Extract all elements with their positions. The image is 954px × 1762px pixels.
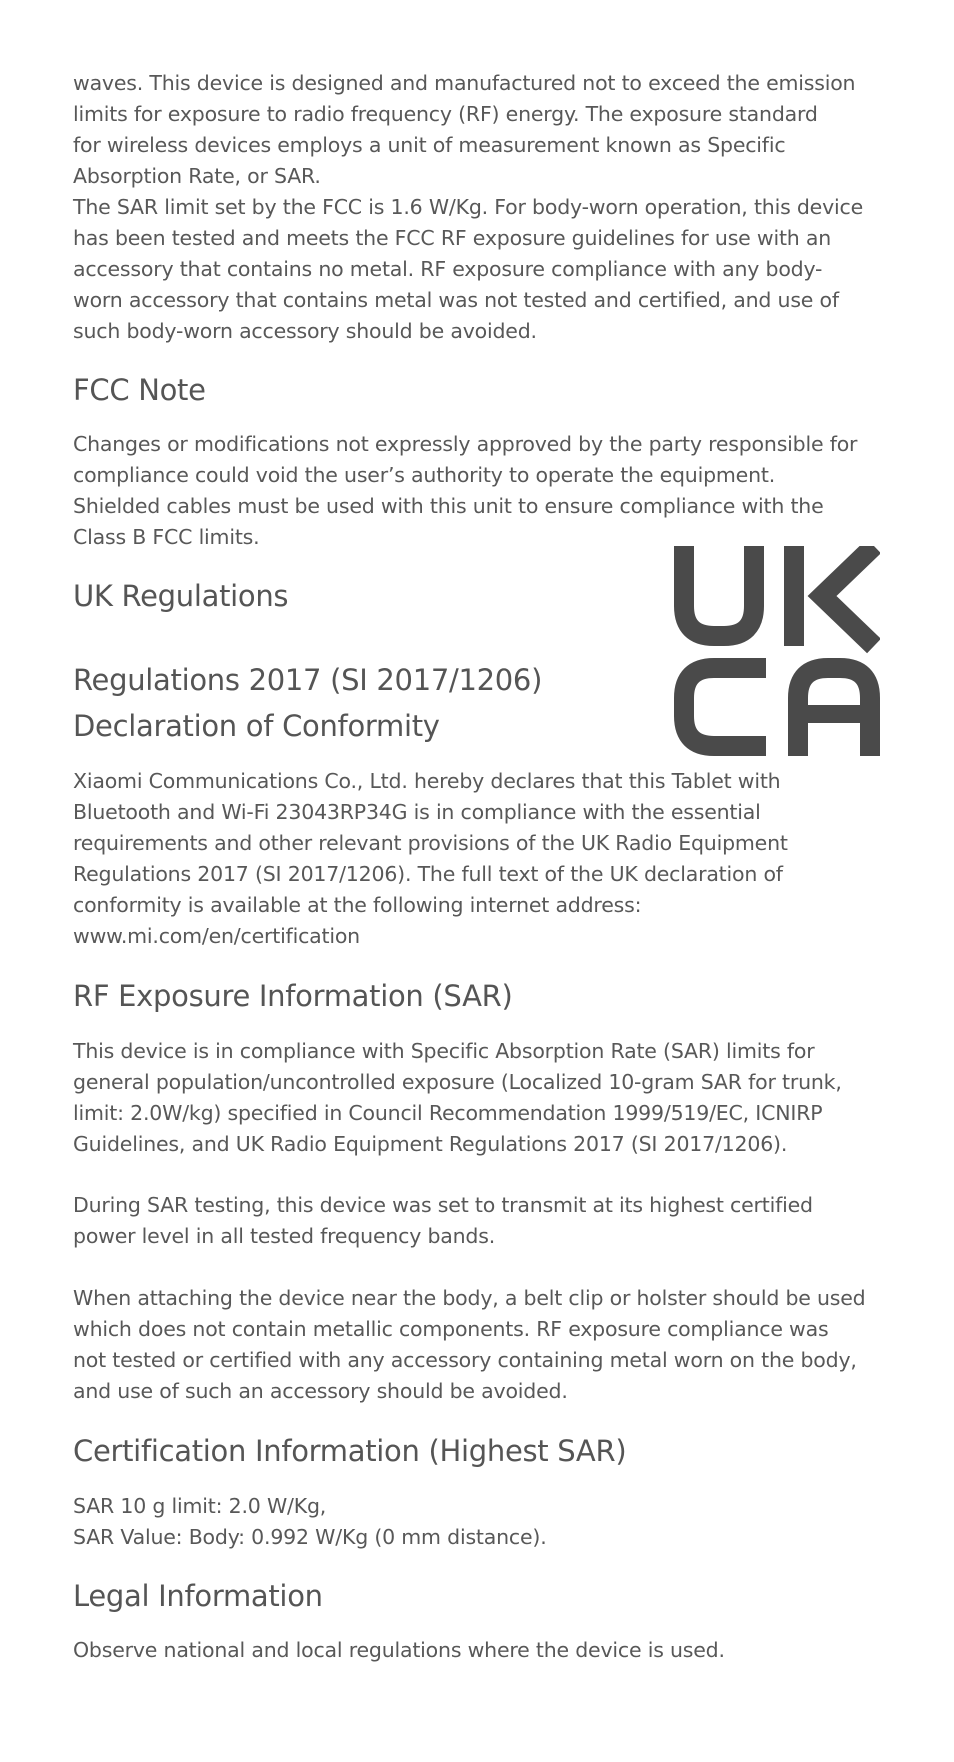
uk-regulations-heading: UK Regulations <box>73 579 289 613</box>
ukca-mark-logo <box>674 546 880 756</box>
ukca-letter-c <box>684 668 766 746</box>
legal-body: Observe national and local regulations where the device is used. <box>73 1638 725 1662</box>
uk-regulations-subheading: Regulations 2017 (SI 2017/1206) <box>73 663 543 697</box>
certification-heading: Certification Information (Highest SAR) <box>73 1434 627 1468</box>
ukca-letter-u <box>684 546 754 636</box>
rf-exposure-paragraph-1: This device is in compliance with Specific Absorption Rate (SAR) limits for general population/uncontrolled exposure (Localized 10-gram SAR for trunk, limit: 2.0W/kg) specified in Council Recommendation 1999/519/EC, ICNIRP Guidelines, and UK Radio Equipment Regulations 2017 (SI 2017/1206). <box>73 1039 842 1156</box>
intro-paragraph-1: waves. This device is designed and manufactured not to exceed the emission limits for exposure to radio frequency (RF) energy. The exposure standard for wireless devices employs a unit of measurement known as Specific Absorption Rate, or SAR. <box>73 71 856 188</box>
declaration-heading: Declaration of Conformity <box>73 709 440 743</box>
ukca-letter-k-arms <box>822 546 874 646</box>
intro-paragraph-2: The SAR limit set by the FCC is 1.6 W/Kg. For body-worn operation, this device has been tested and meets the FCC RF exposure guidelines for use with an accessory that contains no metal. RF exposure compliance with any body- worn accessory that contains metal was not tested and certified, and use of such body-worn accessory should be avoided. <box>73 195 863 343</box>
rf-exposure-heading: RF Exposure Information (SAR) <box>73 979 513 1013</box>
fcc-note-heading: FCC Note <box>73 373 206 407</box>
fcc-note-body: Changes or modifications not expressly approved by the party responsible for compliance could void the user’s authority to operate the equipment. Shielded cables must be used with this unit to ensure compliance with the Class B FCC limits. <box>73 432 858 549</box>
rf-exposure-paragraph-3: When attaching the device near the body, a belt clip or holster should be used which does not contain metallic components. RF exposure compliance was not tested or certified with any accessory containing metal worn on the body, and use of such an accessory should be avoided. <box>73 1286 866 1403</box>
ukca-glyphs <box>684 546 874 756</box>
declaration-body: Xiaomi Communications Co., Ltd. hereby declares that this Tablet with Bluetooth and Wi-Fi 23043RP34G is in compliance with the essential requirements and other relevant provisions of the UK Radio Equipment Regulations 2017 (SI 2017/1206). The full text of the UK declaration of conformity is available at the following internet address: www.mi.com/en/certification <box>73 769 788 948</box>
rf-exposure-paragraph-2: During SAR testing, this device was set to transmit at its highest certified power level in all tested frequency bands. <box>73 1193 813 1248</box>
certification-body: SAR 10 g limit: 2.0 W/Kg, SAR Value: Body: 0.992 W/Kg (0 mm distance). <box>73 1494 547 1549</box>
legal-heading: Legal Information <box>73 1579 323 1613</box>
